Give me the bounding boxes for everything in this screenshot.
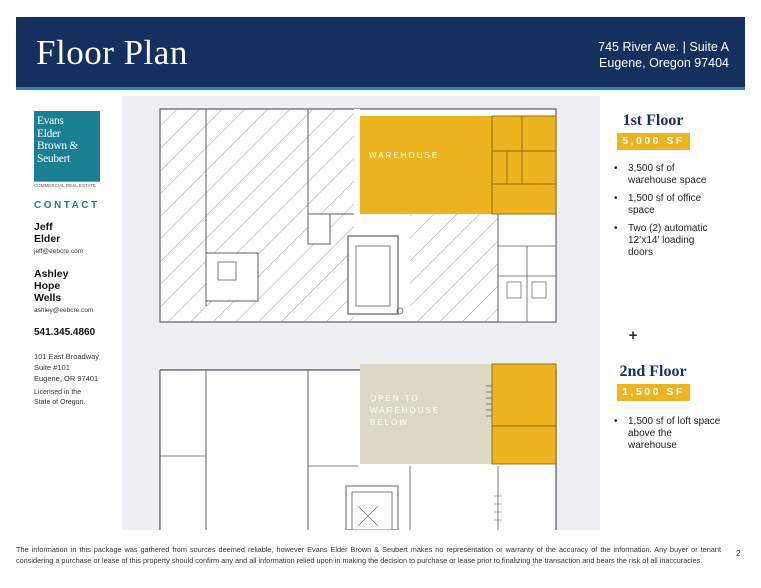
feature-item: • 1,500 sf of office space <box>612 193 722 217</box>
property-address <box>598 39 729 71</box>
agent-email[interactable]: ashley@eebcre.com <box>34 307 94 314</box>
feature-item: • 1,500 sf of loft space above the warehouse <box>612 416 722 452</box>
restroom <box>532 282 546 298</box>
agent-name-line: Elder <box>34 233 61 245</box>
logo-line: Seubert <box>37 152 71 165</box>
second-floor-plan <box>160 364 556 530</box>
logo-line: Brown & <box>37 140 79 152</box>
license-line: Licensed in the <box>34 389 82 396</box>
hatched-area <box>410 214 498 321</box>
agent-name-line: Wells <box>34 292 62 304</box>
small-room <box>218 262 236 280</box>
loft-highlight <box>492 364 556 464</box>
logo-subtitle: COMMERCIAL REAL ESTATE <box>34 181 100 188</box>
warehouse-highlight <box>360 116 492 214</box>
floor-plan-drawing <box>122 96 600 530</box>
office-highlight <box>492 116 556 214</box>
agent-email[interactable]: jeff@eebcre.com <box>34 248 84 255</box>
office-address-line: Eugene, OR 97401 <box>34 374 99 383</box>
agent-name <box>34 268 68 304</box>
open-area-label-line: OPEN TO <box>370 394 420 403</box>
agent-name <box>34 221 60 245</box>
office-address-line: 101 East Broadway <box>34 352 100 361</box>
office-address-line: Suite #101 <box>34 363 70 372</box>
address-line-2: Eugene, Oregon 97404 <box>599 56 729 70</box>
phone-number[interactable]: 541.345.4860 <box>34 327 96 338</box>
feature-item: • Two (2) automatic 12’x14’ loading doors <box>612 223 722 259</box>
logo-line: Evans <box>37 115 64 127</box>
warehouse-label: WAREHOUSE <box>369 151 440 160</box>
logo-line: Elder <box>37 127 61 140</box>
stair-room-inner <box>352 492 392 530</box>
floor1-title: 1st Floor <box>622 112 684 129</box>
company-logo <box>34 111 100 181</box>
office-address <box>34 351 99 384</box>
plus-separator: + <box>628 327 638 344</box>
floor-plan-svg <box>122 96 600 530</box>
page-title: Floor Plan <box>36 33 188 72</box>
license-note <box>34 388 85 408</box>
floor2-size-badge: 1,500 SF <box>617 384 690 401</box>
first-floor-plan <box>160 109 556 322</box>
open-area-label-line: BELOW <box>370 418 409 427</box>
stair-room-inner <box>356 246 390 306</box>
agent-name-line: Ashley <box>34 268 69 280</box>
floor2-features <box>612 416 722 458</box>
address-line-1: 745 River Ave. | Suite A <box>598 40 729 54</box>
agent-name-line: Jeff <box>34 221 53 233</box>
page-number: 2 <box>736 549 741 558</box>
restroom <box>507 282 521 298</box>
header-accent-bar <box>16 87 745 90</box>
open-area-label-line: WAREHOUSE <box>370 406 441 415</box>
header-banner <box>16 17 745 87</box>
agent-name-line: Hope <box>34 280 61 292</box>
feature-item: • 3,500 sf of warehouse space <box>612 163 722 187</box>
floor2-title: 2nd Floor <box>619 363 687 380</box>
disclaimer-text: The information in this package was gathered from sources deemed reliable, however Evans Elder Brown & Seubert makes no representation or warranty of the accuracy of the information. Any buyer or tenant considering a purchase or lease of this property should confirm any and all information relied upon in making the decision to purchase or lease prior to finalizing the transaction and bears the risk of all inaccuracies. <box>16 545 721 565</box>
license-line: State of Oregon. <box>34 399 86 406</box>
small-room <box>308 214 330 244</box>
floor1-size-badge: 5,000 SF <box>617 133 690 150</box>
wall-gap <box>354 109 360 214</box>
contact-heading: CONTACT <box>34 200 100 211</box>
floor1-features <box>612 163 722 265</box>
